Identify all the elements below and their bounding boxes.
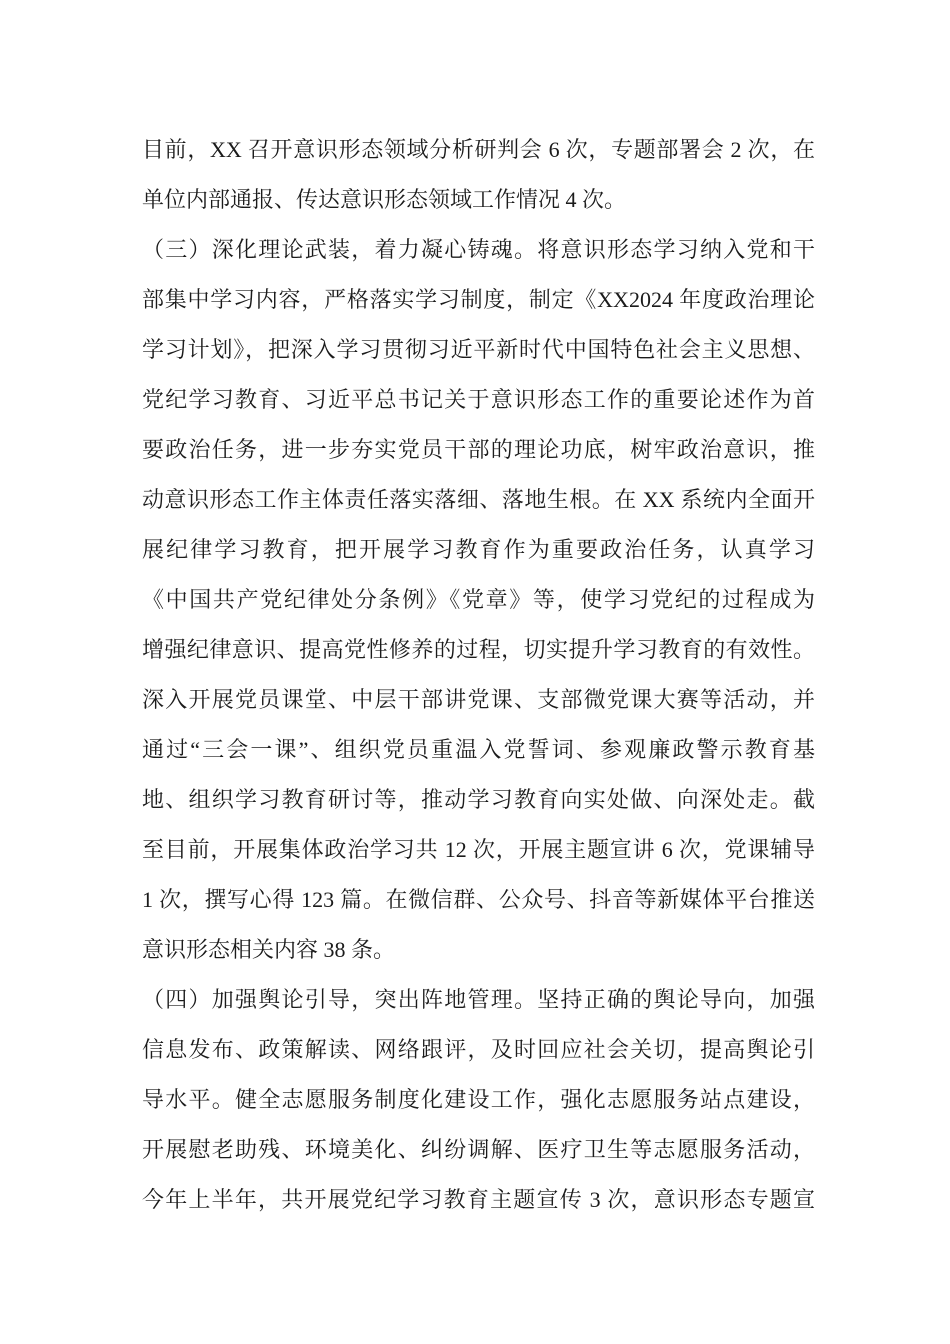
text-line: 地、组织学习教育研讨等，推动学习教育向实处做、向深处走。截: [142, 787, 815, 812]
text-line: 党纪学习教育、习近平总书记关于意识形态工作的重要论述作为首: [142, 387, 815, 412]
text-line: 增强纪律意识、提高党性修养的过程，切实提升学习教育的有效性。: [142, 637, 815, 662]
paragraph-section-3: [142, 225, 815, 975]
text-line: 学习计划》，把深入学习贯彻习近平新时代中国特色社会主义思想、: [142, 337, 815, 362]
text-line: 展纪律学习教育，把开展学习教育作为重要政治任务，认真学习: [142, 537, 815, 562]
text-line: 导水平。健全志愿服务制度化建设工作，强化志愿服务站点建设，: [142, 1087, 815, 1112]
text-line: 通过“三会一课”、组织党员重温入党誓词、参观廉政警示教育基: [142, 737, 815, 762]
text-line: （四）加强舆论引导，突出阵地管理。坚持正确的舆论导向，加强: [142, 987, 815, 1012]
text-line: 动意识形态工作主体责任落实落细、落地生根。在 XX 系统内全面开: [142, 487, 815, 512]
text-line: 《中国共产党纪律处分条例》《党章》等，使学习党纪的过程成为: [142, 587, 815, 612]
paragraph-carryover: [142, 125, 815, 225]
text-line: 至目前，开展集体政治学习共 12 次，开展主题宣讲 6 次，党课辅导: [142, 837, 815, 862]
text-line: 深入开展党员课堂、中层干部讲党课、支部微党课大赛等活动，并: [142, 687, 815, 712]
text-line: 意识形态相关内容 38 条。: [142, 937, 396, 962]
document-text-block: [142, 125, 815, 1225]
text-line: 要政治任务，进一步夯实党员干部的理论功底，树牢政治意识，推: [142, 437, 815, 462]
text-line: 开展慰老助残、环境美化、纠纷调解、医疗卫生等志愿服务活动，: [142, 1137, 815, 1162]
paragraph-section-4: [142, 975, 815, 1225]
text-line: 信息发布、政策解读、网络跟评，及时回应社会关切，提高舆论引: [142, 1037, 815, 1062]
text-line: 目前，XX 召开意识形态领域分析研判会 6 次，专题部署会 2 次，在: [142, 137, 815, 162]
text-line: 今年上半年，共开展党纪学习教育主题宣传 3 次，意识形态专题宣: [142, 1187, 815, 1212]
text-line: （三）深化理论武装，着力凝心铸魂。将意识形态学习纳入党和干: [142, 237, 815, 262]
text-line: 部集中学习内容，严格落实学习制度，制定《XX2024 年度政治理论: [142, 287, 815, 312]
text-line: 1 次，撰写心得 123 篇。在微信群、公众号、抖音等新媒体平台推送: [142, 887, 815, 912]
text-line: 单位内部通报、传达意识形态领域工作情况 4 次。: [142, 187, 627, 212]
